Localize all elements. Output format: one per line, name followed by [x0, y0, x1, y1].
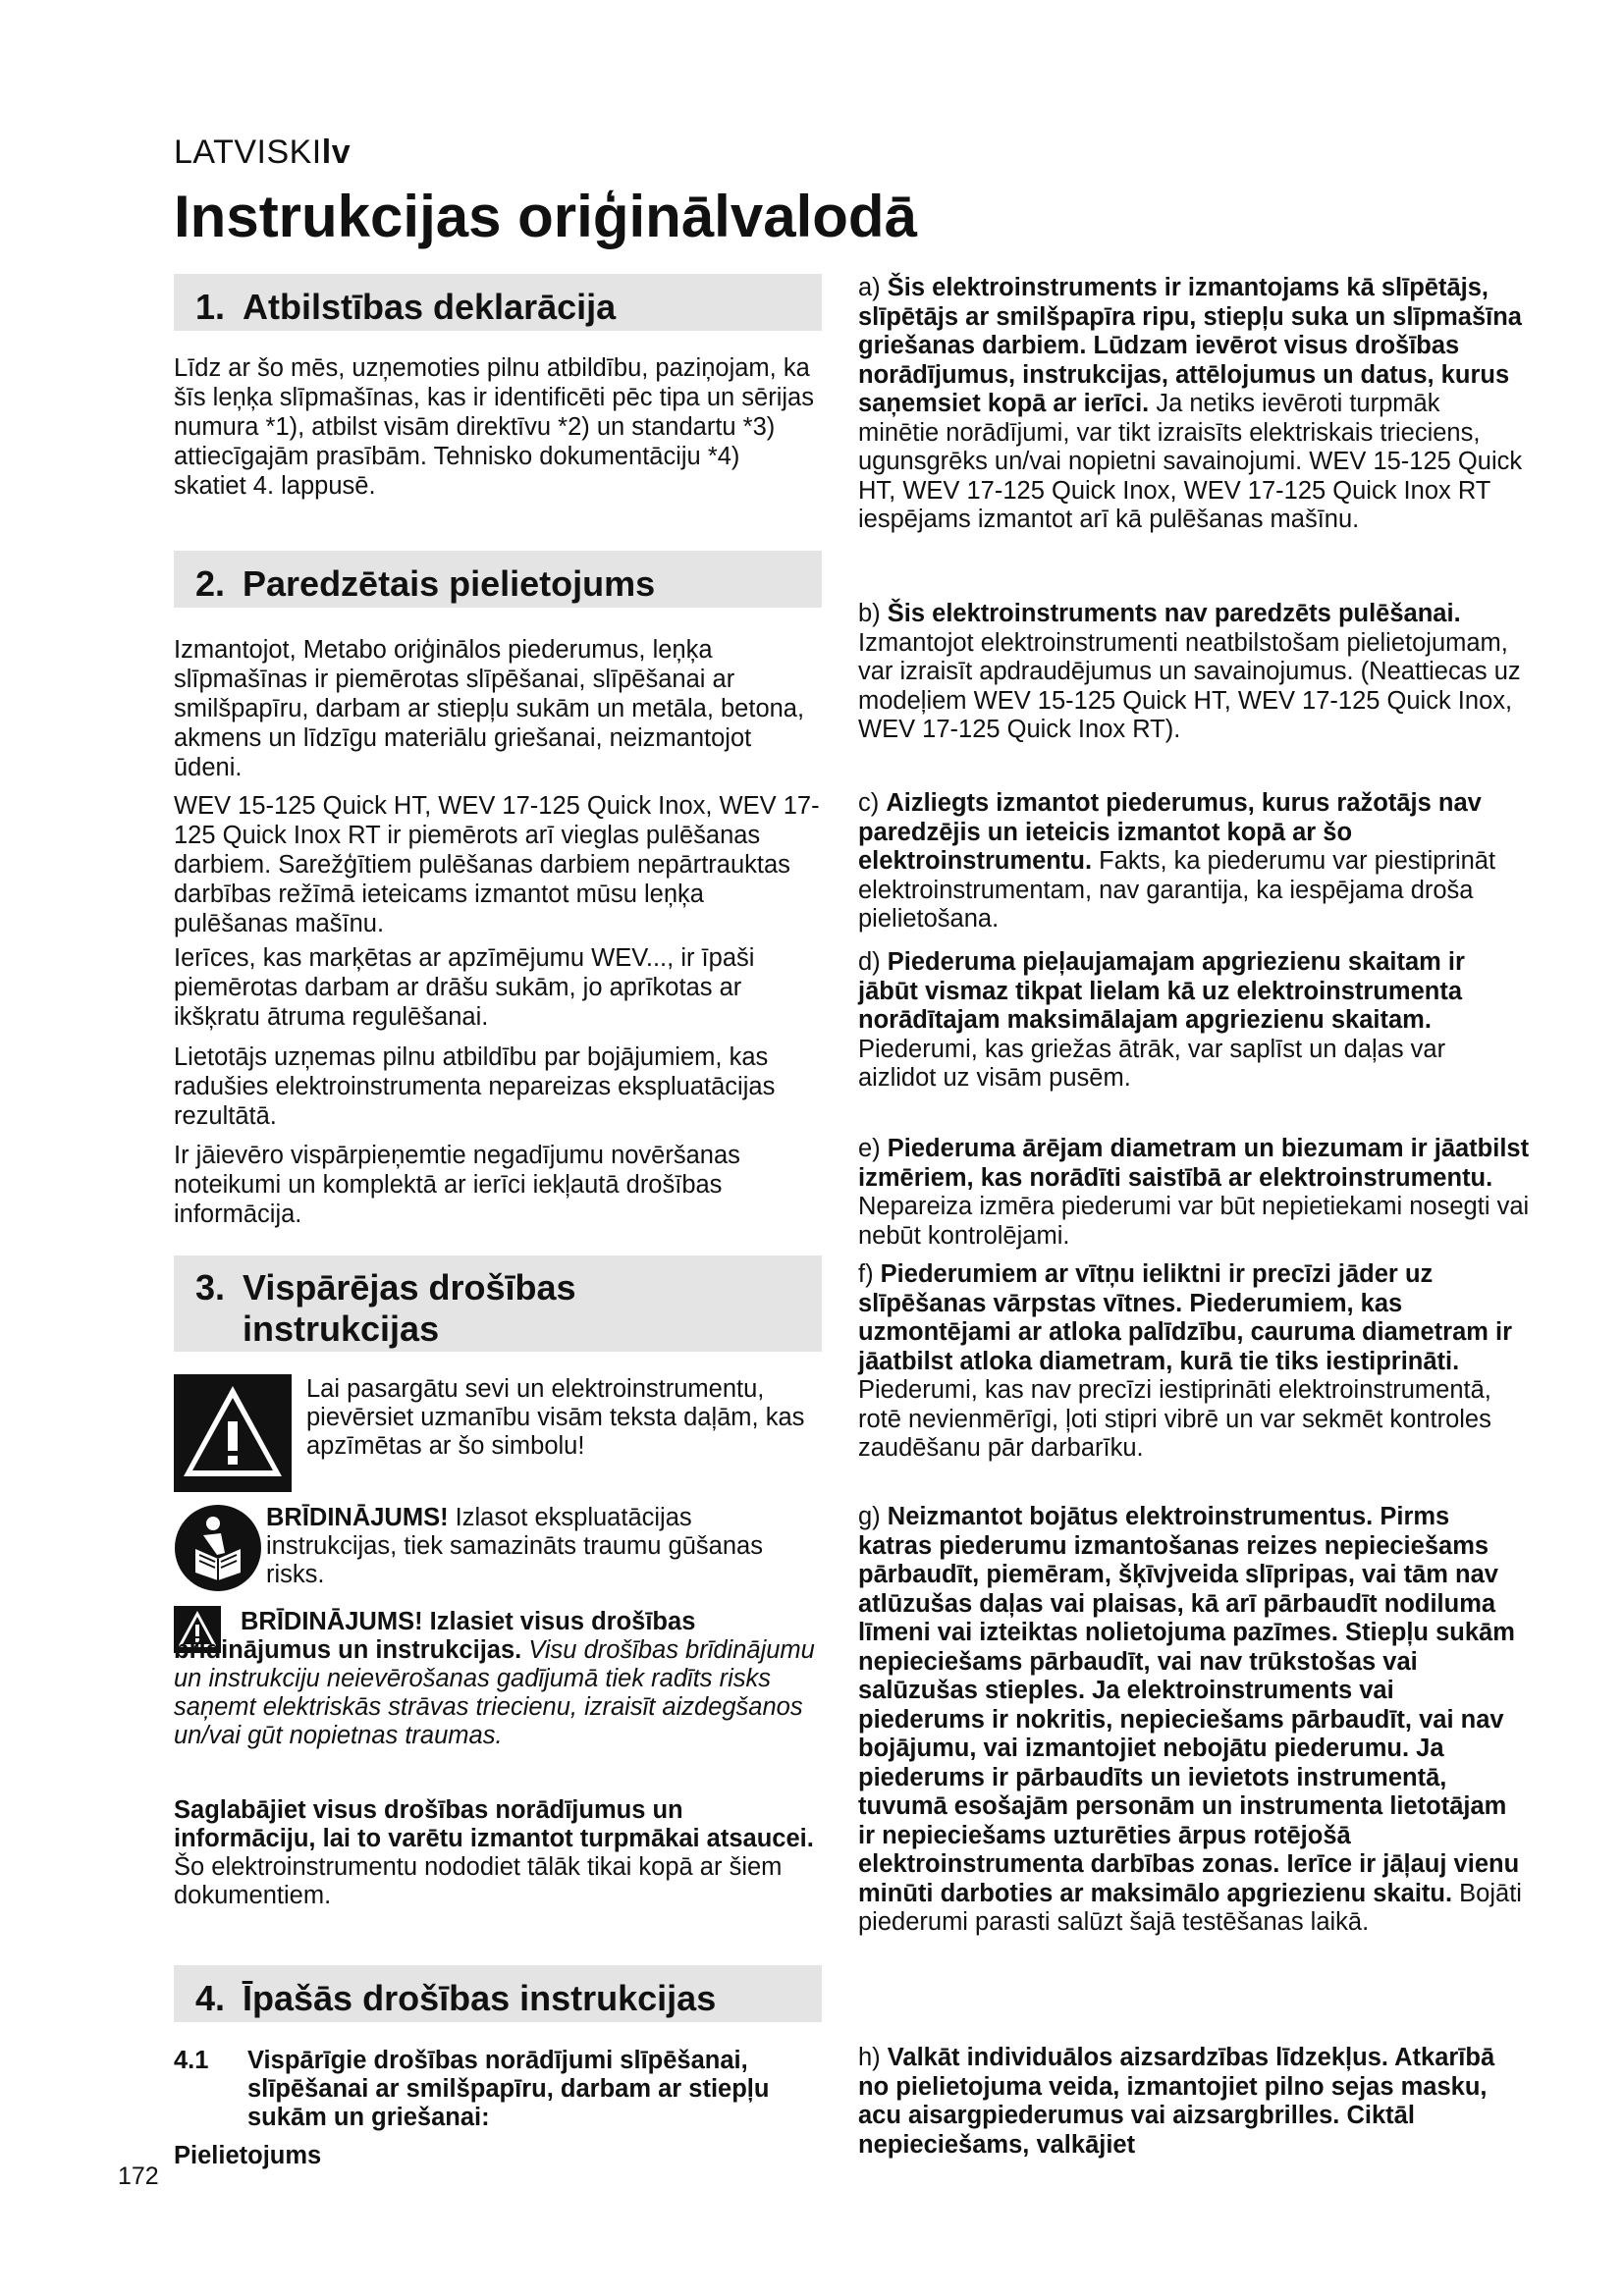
item-label: d)	[858, 948, 881, 976]
warning-bold: BRĪDINĀJUMS!	[266, 1504, 449, 1531]
item-bold: Piederumiem ar vītņu ieliktni ir precīzi jāder uz slīpēšanas vārpstas vītnes. Piederumiem, kas uzmontējami ar atloka palīdzību, cauruma diametram ir jāatbilst atloka diametram, kurā tie tiks iestiprināti.	[858, 1260, 1513, 1375]
read-manual-icon	[174, 1504, 262, 1592]
item-label: e)	[858, 1135, 881, 1162]
subsection-heading-usage: Pielietojums	[174, 2142, 322, 2169]
item-f	[858, 1260, 1526, 1464]
item-g	[858, 1503, 1526, 1938]
item-label: g)	[858, 1503, 881, 1530]
section-number: 1.	[195, 287, 226, 327]
section-title: Īpašās drošības instrukcijas	[243, 1978, 717, 2018]
item-label: b)	[858, 600, 881, 627]
section-number: 4.	[195, 1978, 226, 2018]
language-label	[174, 133, 351, 172]
item-text: Nepareiza izmēra piederumi var būt nepietiekami nosegti vai nebūt kontrolējami.	[858, 1193, 1530, 1250]
keep-bold: Saglabājiet visus drošības norādījumus un informāciju, lai to varētu izmantot turpmākai atsaucei.	[174, 1796, 814, 1852]
section-2-heading	[174, 551, 822, 608]
item-c	[858, 789, 1526, 934]
item-text: Piederumi, kas griežas ātrāk, var saplīst un daļas var aizlidot uz visām pusēm.	[858, 1035, 1446, 1092]
section-title: Atbilstības deklarācija	[243, 287, 617, 327]
section-1-text: Līdz ar šo mēs, uzņemoties pilnu atbildību, paziņojam, ka šīs leņķa slīpmašīnas, kas ir identificēti pēc tipa un sērijas numura *1), atbilst visām direktīvu *2) un standartu *3) attiecīgajām prasībām. Tehnisko dokumentāciju *4) skatiet 4. lappusē.	[174, 354, 814, 500]
document-title: Instrukcijas oriģinālvalodā	[174, 184, 917, 249]
item-bold: Piederuma ārējam diametram un biezumam ir jāatbilst izmēriem, kas norādīti saistībā ar elektroinstrumentu.	[858, 1135, 1530, 1192]
item-bold: Šis elektroinstruments ir izmantojams kā slīpētājs, slīpētājs ar smilšpapīra ripu, stiepļu suka un slīpmašīna griešanas darbiem. Lūdzam ievērot visus drošības norādījumus, instrukcijas, attēlojumus un datus, kurus saņemsiet kopā ar ierīci.	[858, 274, 1522, 417]
section-title-line-2: instrukcijas	[243, 1308, 440, 1349]
section-2-text-2: WEV 15-125 Quick HT, WEV 17-125 Quick Inox, WEV 17-125 Quick Inox RT ir piemērots arī vieglas pulēšanas darbiem. Sarežģītiem pulēšanas darbiem nepārtrauktas darbības režīmā ieteicams izmantot mūsu leņķa pulēšanas mašīnu.	[174, 792, 820, 937]
subsection-4-1-heading	[174, 2047, 802, 2132]
section-4-heading	[174, 1965, 822, 2022]
item-label: h)	[858, 2044, 881, 2071]
item-label: f)	[858, 1260, 874, 1288]
subsection-number: 4.1	[174, 2047, 209, 2074]
item-a	[858, 274, 1526, 535]
item-text: Piederumi, kas nav precīzi iestiprināti elektroinstrumentā, rotē nevienmērīgi, ļoti stipri vibrē un var sekmēt kontroles zaudēšanu pār darbarīku.	[858, 1376, 1491, 1462]
language-code: lv	[321, 133, 352, 171]
subsection-title: Vispārīgie drošības norādījumi slīpēšanai, slīpēšanai ar smilšpapīru, darbam ar stiepļu sukām un griešanai:	[247, 2047, 770, 2131]
item-bold: Šis elektroinstruments nav paredzēts pulēšanai.	[887, 600, 1461, 627]
item-b	[858, 600, 1526, 745]
item-bold: Valkāt individuālos aizsardzības līdzekļus. Atkarībā no pielietojuma veida, izmantojiet pilno sejas masku, acu aisargpiederumus vai aizsargbrilles. Ciktāl nepieciešams, valkājiet	[858, 2044, 1495, 2159]
item-text: Izmantojot elektroinstrumenti neatbilstošam pielietojumam, var izraisīt apdraudējumus un savainojumus. (Neattiecas uz modeļiem WEV 15-125 Quick HT, WEV 17-125 Quick Inox, WEV 17-125 Quick Inox RT).	[858, 628, 1521, 743]
item-text: Ja netiks ievēroti turpmāk minētie norādījumi, var tikt izraisīts elektriskais trieciens, ugunsgrēks un/vai nopietni savainojumi. WEV 15-125 Quick HT, WEV 17-125 Quick Inox, WEV 17-125 Quick Inox RT iespējams izmantot arī kā pulēšanas mašīnu.	[858, 390, 1523, 533]
warning-text: Izlasot ekspluatācijas instrukcijas, tiek samazināts traumu gūšanas risks.	[266, 1504, 763, 1588]
warning-triangle-icon	[174, 1374, 292, 1492]
page-number: 172	[118, 2163, 159, 2190]
keep-instructions	[174, 1796, 827, 1910]
item-e	[858, 1135, 1536, 1251]
read-manual-warning	[266, 1504, 816, 1589]
section-1-heading	[174, 274, 822, 331]
item-bold: Neizmantot bojātus elektroinstrumentus. Pirms katras piederumu izmantošanas reizes nepieciešams pārbaudīt, piemēram, šķīvjveida slīpripas, vai tām nav atlūzušas daļas vai plaisas, kā arī pārbaudīt nodiluma līmeni vai izteiktas nolietojuma pazīmes. Stiepļu sukām nepieciešams pārbaudīt, vai nav trūkstošas vai salūzušas stieples. Ja elektroinstruments vai piederums ir nokritis, nepieciešams pārbaudīt, vai nav bojājumu, vai izmantojiet nebojātu piederumu. Ja piederums ir pārbaudīts un ievietots instrumentā, tuvumā esošajām personām un instrumenta lietotājam ir nepieciešams uzturēties ārpus rotējošā elektroinstrumenta darbības zonas. Ierīce ir jāļauj vienu minūti darboties ar maksimālo apgriezienu skaitu.	[858, 1503, 1520, 1907]
read-all-warnings	[174, 1608, 827, 1750]
section-title: Paredzētais pielietojums	[243, 563, 656, 604]
item-label: c)	[858, 789, 880, 817]
language-name: LATVISKI	[174, 133, 322, 171]
warning-symbol-text: Lai pasargātu sevi un elektroinstrumentu, pievērsiet uzmanību visām teksta daļām, kas apzīmētas ar šo simbolu!	[306, 1375, 805, 1460]
section-number: 2.	[195, 563, 226, 604]
warning-italic: Visu drošības brīdinājumu un instrukciju neievērošanas gadījumā tiek radīts risks saņemt elektriskās strāvas triecienu, izraisīt aizdegšanos un/vai gūt nopietnas traumas.	[174, 1636, 815, 1749]
section-2-text-3: Ierīces, kas marķētas ar apzīmējumu WEV..., ir īpaši piemērotas darbam ar drāšu sukām, jo aprīkotas ar ikšķratu ātruma regulēšanai.	[174, 944, 755, 1031]
item-d	[858, 948, 1526, 1094]
section-2-text-4: Lietotājs uzņemas pilnu atbildību par bojājumiem, kas radušies elektroinstrumenta nepareizas ekspluatācijas rezultātā.	[174, 1043, 776, 1130]
section-2-text-5: Ir jāievēro vispārpieņemtie negadījumu novēršanas noteikumi un komplektā ar ierīci iekļautā drošības informācija.	[174, 1142, 740, 1228]
item-label: a)	[858, 274, 881, 301]
section-number: 3.	[195, 1267, 226, 1308]
section-3-heading	[174, 1255, 822, 1352]
item-text: Bojāti piederumi parasti salūzt šajā testēšanas laikā.	[858, 1879, 1522, 1936]
item-text: Fakts, ka piederumu var piestiprināt elektroinstrumentam, nav garantija, ka iespējama droša pielietošana.	[858, 847, 1496, 933]
item-bold: Piederuma pieļaujamajam apgriezienu skaitam ir jābūt vismaz tikpat lielam kā uz elektroinstrumenta norādītajam maksimālajam apgriezienu skaitam.	[858, 948, 1465, 1034]
keep-text: Šo elektroinstrumentu nododiet tālāk tikai kopā ar šiem dokumentiem.	[174, 1853, 783, 1909]
warning-bold: BRĪDINĀJUMS! Izlasiet visus drošības brīdinājumus un instrukcijas.	[174, 1608, 696, 1664]
item-h	[858, 2044, 1526, 2160]
item-bold: Aizliegts izmantot piederumus, kurus ražotājs nav paredzējis un ieteicis izmantot kopā ar šo elektroinstrumentu.	[858, 789, 1482, 875]
section-title-line-1: Vispārējas drošības	[243, 1267, 576, 1308]
section-2-text-1: Izmantojot, Metabo oriģinālos piederumus, leņķa slīpmašīnas ir piemērotas slīpēšanai, slīpēšanai ar smilšpapīru, darbam ar stiepļu sukām un metāla, betona, akmens un līdzīgu materiālu griešanai, neizmantojot ūdeni.	[174, 636, 805, 781]
